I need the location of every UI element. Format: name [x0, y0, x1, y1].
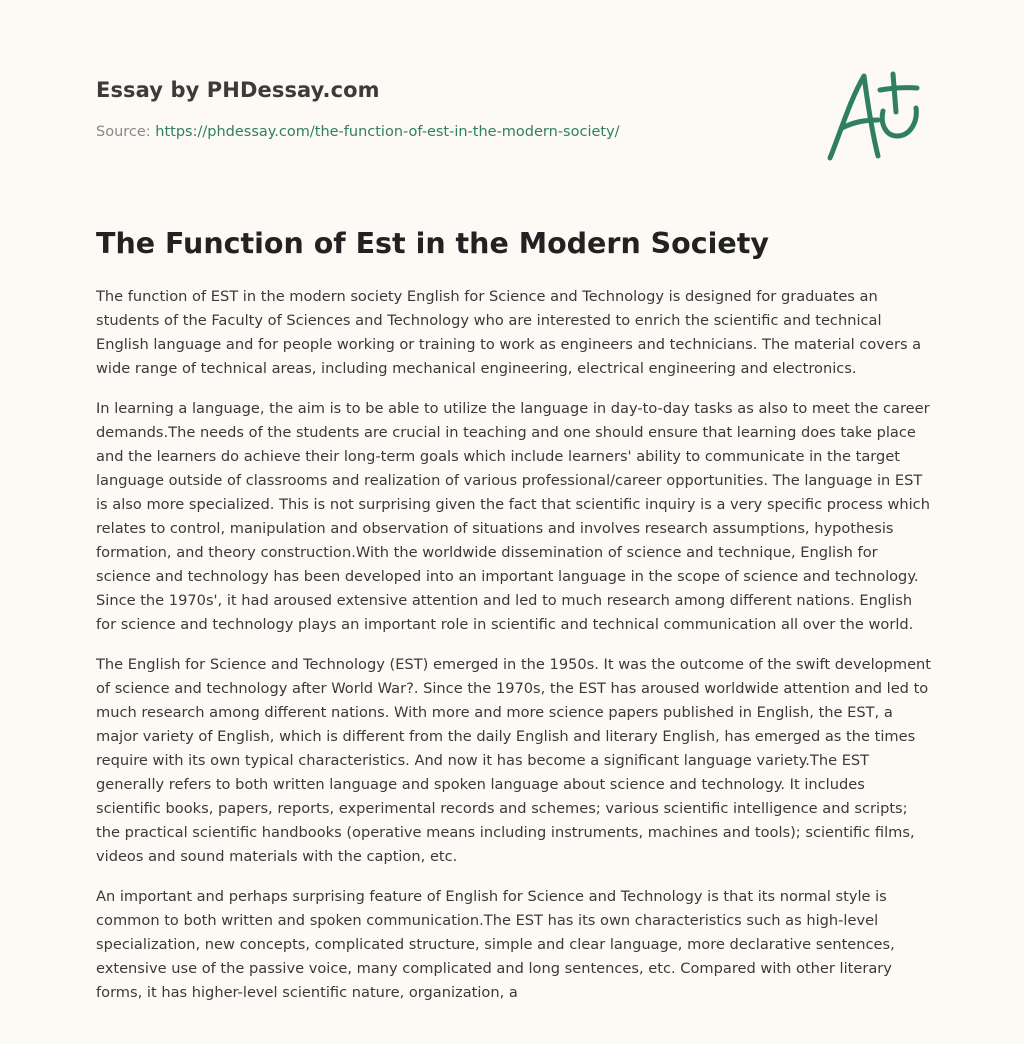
- essay-title: The Function of Est in the Modern Society: [96, 227, 769, 260]
- a-plus-grade-icon: [820, 66, 930, 166]
- essay-body: [96, 285, 934, 1021]
- a-plus-logo-strokes: [830, 74, 917, 158]
- essay-header: [96, 76, 796, 142]
- essay-paragraph-3: The English for Science and Technology (EST) emerged in the 1950s. It was the outcome of the swift development of science and technology after World War?. Since the 1970s, the EST has aroused worldwide attention and led to much research among different nations. With more and more science papers published in English, the EST, a major variety of English, which is different from the daily English and literary English, has emerged as the times require with its own typical characteristics. And now it has become a significant language variety.The EST generally refers to both written language and spoken language about science and technology. It includes scientific books, papers, reports, experimental records and schemes; various scientific intelligence and scripts; the practical scientific handbooks (operative means including instruments, machines and tools); scientific films, videos and sound materials with the caption, etc.: [96, 656, 932, 865]
- source-label: Source:: [96, 124, 151, 140]
- essay-paragraph-2: In learning a language, the aim is to be able to utilize the language in day-to-day tasks as also to meet the career demands.The needs of the students are crucial in teaching and one should ensure that learning does take place and the learners do achieve their long-term goals which include learners' ability to communicate in the target language outside of classrooms and realization of various professional/career opportunities. The language in EST is also more specialized. This is not surprising given the fact that scientific inquiry is a very specific process which relates to control, manipulation and observation of situations and involves research assumptions, hypothesis formation, and theory construction.With the worldwide dissemination of science and technique, English for science and technology has been developed into an important language in the scope of science and technology. Since the 1970s', it had aroused extensive attention and led to much research among different nations. English for science and technology plays an important role in scientific and technical communication all over the world.: [96, 400, 930, 633]
- source-link[interactable]: https://phdessay.com/the-function-of-est-in-the-modern-society/: [155, 124, 620, 140]
- source-line: [96, 122, 796, 142]
- essay-paragraph-1: The function of EST in the modern society English for Science and Technology is designed for graduates an students of the Faculty of Sciences and Technology who are interested to enrich the scientific and technical English language and for people working or training to work as engineers and technicians. The material covers a wide range of technical areas, including mechanical engineering, electrical engineering and electronics.: [96, 288, 922, 377]
- essay-paragraph-4: An important and perhaps surprising feature of English for Science and Technology is that its normal style is common to both written and spoken communication.The EST has its own characteristics such as high-level specialization, new concepts, complicated structure, simple and clear language, more declarative sentences, extensive use of the passive voice, many complicated and long sentences, etc. Compared with other literary forms, it has higher-level scientific nature, organization, a: [96, 888, 895, 1001]
- site-brand: Essay by PHDessay.com: [96, 78, 380, 102]
